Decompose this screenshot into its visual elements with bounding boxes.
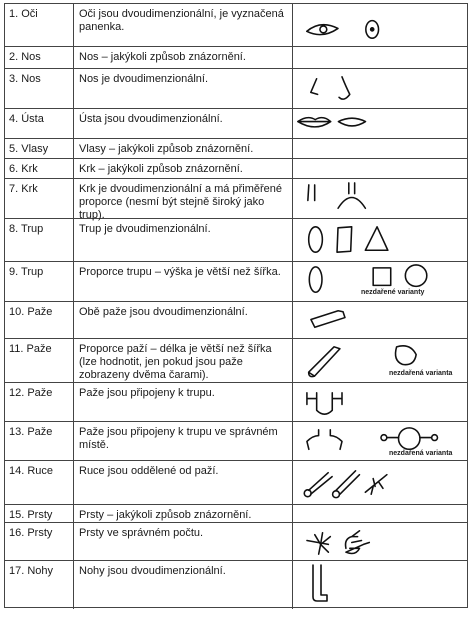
row-text: Ruce jsou oddělené od paží.	[74, 461, 293, 504]
row-text: Nos – jakýkoli způsob znázornění.	[74, 47, 293, 68]
row-label: 15. Prsty	[5, 505, 74, 522]
row-label: 10. Paže	[5, 302, 74, 338]
row-label: 12. Paže	[5, 383, 74, 421]
row-illustration	[293, 561, 467, 609]
table-row	[5, 302, 467, 339]
row-illustration	[293, 109, 467, 138]
row-text: Prsty ve správném počtu.	[74, 523, 293, 560]
row-text: Oči jsou dvoudimenzionální, je vyznačená panenka.	[74, 4, 293, 46]
row-label: 2. Nos	[5, 47, 74, 68]
failed-variant-note: nezdařená varianta	[389, 370, 453, 377]
table-row	[5, 219, 467, 262]
row-illustration	[293, 69, 467, 108]
row-label: 1. Oči	[5, 4, 74, 46]
table-row	[5, 179, 467, 219]
row-illustration	[293, 262, 467, 301]
failed-variants-note: nezdařené varianty	[361, 289, 425, 296]
row-illustration	[293, 4, 467, 46]
arm-drawing	[293, 302, 467, 338]
legs-drawing	[293, 561, 467, 609]
neck-drawing	[293, 179, 467, 218]
row-illustration	[293, 523, 467, 560]
row-text: Trup je dvoudimenzionální.	[74, 219, 293, 261]
table-row	[5, 69, 467, 109]
row-label: 17. Nohy	[5, 561, 74, 609]
table-row	[5, 523, 467, 561]
table-row	[5, 4, 467, 47]
failed-variant-note: nezdařená varianta	[389, 450, 453, 457]
arms-attached-drawing	[293, 383, 467, 421]
trunk-drawing	[293, 219, 467, 261]
row-label: 7. Krk	[5, 179, 74, 218]
row-label: 14. Ruce	[5, 461, 74, 504]
table-row	[5, 461, 467, 505]
row-label: 6. Krk	[5, 159, 74, 178]
row-illustration	[293, 339, 467, 382]
row-text: Prsty – jakýkoli způsob znázornění.	[74, 505, 293, 522]
row-label: 16. Prsty	[5, 523, 74, 560]
table-row	[5, 339, 467, 383]
table-row	[5, 109, 467, 139]
row-label: 5. Vlasy	[5, 139, 74, 158]
hands-drawing	[293, 461, 467, 504]
table-row	[5, 262, 467, 302]
row-text: Proporce trupu – výška je větší než šířka.	[74, 262, 293, 301]
eyes-drawing	[293, 4, 467, 46]
table-row	[5, 383, 467, 422]
row-text: Krk – jakýkoli způsob znázornění.	[74, 159, 293, 178]
table-row	[5, 422, 467, 461]
row-illustration	[293, 302, 467, 338]
row-illustration	[293, 179, 467, 218]
row-illustration	[293, 422, 467, 460]
row-label: 8. Trup	[5, 219, 74, 261]
row-illustration	[293, 383, 467, 421]
row-text: Proporce paží – délka je větší než šířka (lze hodnotit, jen pokud jsou paže zobrazeny dvěma čarami).	[74, 339, 293, 382]
mouth-drawing	[293, 109, 467, 138]
row-text: Nohy jsou dvoudimenzionální.	[74, 561, 293, 609]
table-row	[5, 505, 467, 523]
row-text: Obě paže jsou dvoudimenzionální.	[74, 302, 293, 338]
row-label: 13. Paže	[5, 422, 74, 460]
row-text: Nos je dvoudimenzionální.	[74, 69, 293, 108]
row-text: Paže jsou připojeny k trupu.	[74, 383, 293, 421]
row-text: Ústa jsou dvoudimenzionální.	[74, 109, 293, 138]
table-row	[5, 561, 467, 609]
row-illustration	[293, 219, 467, 261]
row-text: Krk je dvoudimenzionální a má přiměřené proporce (nesmí být stejně široký jako trup).	[74, 179, 293, 218]
row-label: 3. Nos	[5, 69, 74, 108]
nose-drawing	[293, 69, 467, 108]
row-illustration	[293, 461, 467, 504]
criteria-table	[4, 3, 468, 608]
row-text: Paže jsou připojeny k trupu ve správném místě.	[74, 422, 293, 460]
row-label: 9. Trup	[5, 262, 74, 301]
row-text: Vlasy – jakýkoli způsob znázornění.	[74, 139, 293, 158]
row-label: 4. Ústa	[5, 109, 74, 138]
table-row	[5, 47, 467, 69]
row-label: 11. Paže	[5, 339, 74, 382]
table-row	[5, 159, 467, 179]
fingers-drawing	[293, 523, 467, 560]
table-row	[5, 139, 467, 159]
